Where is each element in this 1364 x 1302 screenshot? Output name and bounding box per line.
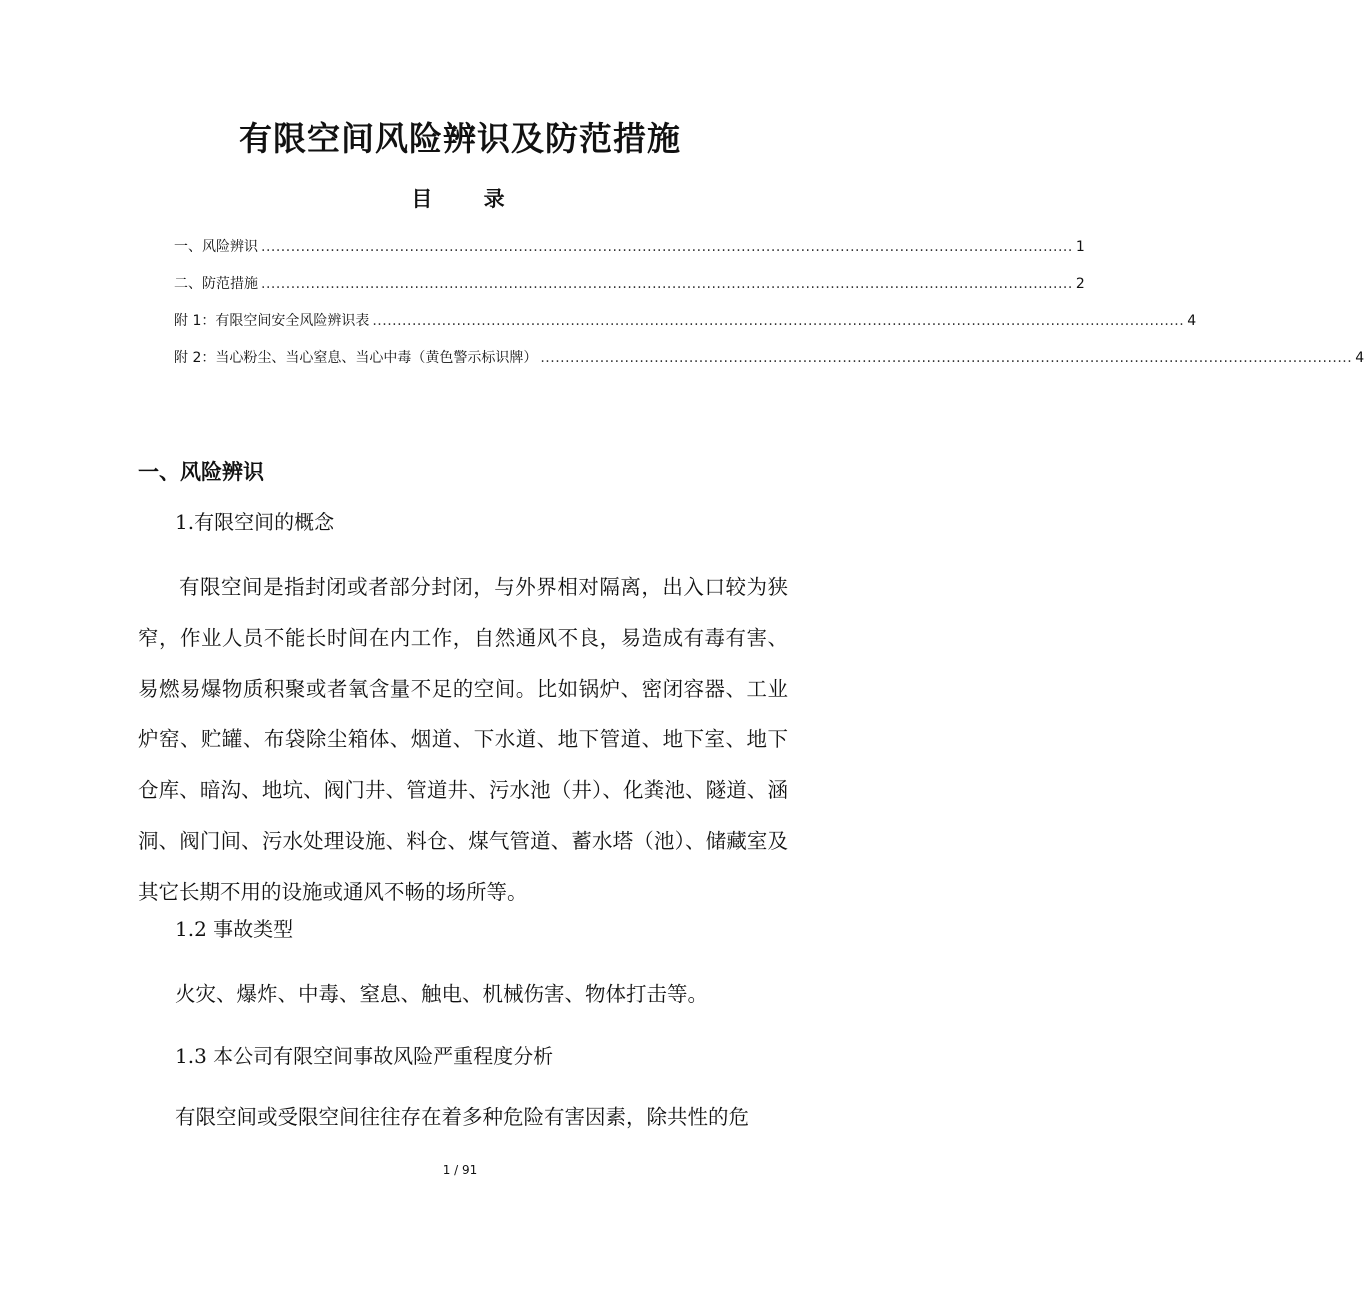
toc-heading: 目 录 xyxy=(411,187,527,211)
paragraph: 有限空间是指封闭或者部分封闭，与外界相对隔离，出入口较为狭窄，作业人员不能长时间在内工作，自然通风不良，易造成有毒有害、易燃易爆物质积聚或者氧含量不足的空间。比如锅炉、密闭容器、工业炉窑、贮罐、布袋除尘箱体、烟道、下水道、地下管道、地下室、地下仓库、暗沟、地坑、阀门井、管道井、污水池（井）、化粪池、隧道、涵洞、阀门间、污水处理设施、料仓、煤气管道、蓄水塔（池）、储藏室及其它长期不用的设施或通风不畅的场所等。 xyxy=(138,575,788,904)
table-of-contents xyxy=(174,236,1364,384)
toc-leader-dots: .................................................................................................................................................................... xyxy=(372,313,1185,329)
toc-entry-label: 附 1：有限空间安全风险辨识表 xyxy=(174,313,370,329)
subsection-heading: 1.2 事故类型 xyxy=(175,917,294,941)
toc-entry-label: 二、防范措施 xyxy=(174,276,258,292)
subsection-heading: 1.3 本公司有限空间事故风险严重程度分析 xyxy=(175,1044,554,1068)
toc-entry[interactable] xyxy=(174,310,1197,347)
section-heading: 一、风险辨识 xyxy=(138,460,264,484)
toc-entry-page: 4 xyxy=(1355,350,1364,366)
subsection-heading: 1.有限空间的概念 xyxy=(175,510,335,534)
toc-entry[interactable] xyxy=(174,347,1364,384)
page-number: 1 / 91 xyxy=(442,1163,478,1177)
toc-leader-dots: .................................................................................................................................................................... xyxy=(540,350,1353,366)
toc-entry-page: 4 xyxy=(1187,313,1197,329)
document-title: 有限空间风险辨识及防范措施 xyxy=(239,119,681,158)
paragraph: 有限空间或受限空间往往存在着多种危险有害因素，除共性的危 xyxy=(175,1105,749,1129)
toc-entry[interactable] xyxy=(174,236,1085,273)
toc-entry[interactable] xyxy=(174,273,1085,310)
toc-leader-dots: .................................................................................................................................................................... xyxy=(261,276,1073,292)
toc-entry-page: 1 xyxy=(1075,239,1085,255)
toc-entry-label: 一、风险辨识 xyxy=(174,239,258,255)
paragraph: 火灾、爆炸、中毒、窒息、触电、机械伤害、物体打击等。 xyxy=(175,982,708,1006)
toc-leader-dots: .................................................................................................................................................................... xyxy=(261,239,1073,255)
toc-entry-page: 2 xyxy=(1075,276,1085,292)
toc-entry-label: 附 2：当心粉尘、当心窒息、当心中毒（黄色警示标识牌） xyxy=(174,350,538,366)
